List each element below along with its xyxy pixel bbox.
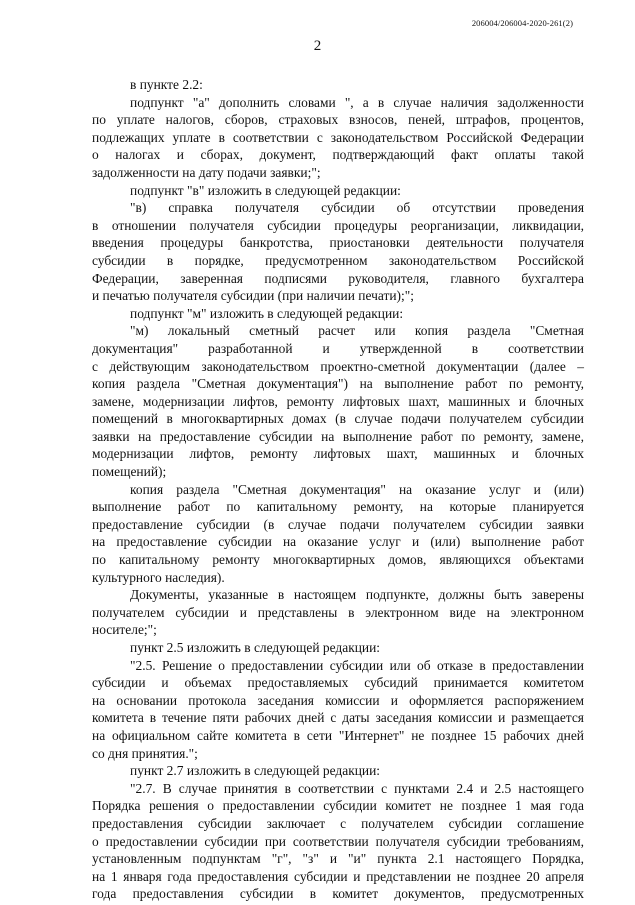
text-line: по капитальному ремонту многоквартирных домов, являющихся объектами bbox=[92, 552, 584, 568]
text-line: со дня принятия."; bbox=[92, 745, 198, 761]
text-line: носителе;"; bbox=[92, 622, 157, 638]
text-line: подлежащих уплате в соответствии с законодательством Российской Федерации bbox=[92, 129, 584, 145]
text-line: в отношении получателя субсидии процедуры реорганизации, ликвидации, bbox=[92, 217, 584, 233]
document-body bbox=[92, 76, 584, 903]
text-line: "в) справка получателя субсидии об отсутствии проведения bbox=[130, 200, 584, 216]
text-line: установленным подпунктам "г", "з" и "и" пункта 2.1 настоящего Порядка, bbox=[92, 851, 584, 867]
text-line: задолженности на дату подачи заявки;"; bbox=[92, 164, 321, 180]
text-line: пункт 2.7 изложить в следующей редакции: bbox=[130, 763, 381, 779]
text-line: и печатью получателя субсидии (при наличии печати);"; bbox=[92, 288, 414, 304]
text-line: предоставление субсидии (в случае подачи получателем субсидии заявки bbox=[92, 516, 584, 532]
text-line: культурного наследия). bbox=[92, 569, 225, 585]
document-id: 206004/206004-2020-261(2) bbox=[471, 18, 573, 28]
text-line: Документы, указанные в настоящем подпункте, должны быть заверены bbox=[130, 587, 584, 603]
text-line: документация" разработанной и утвержденной в соответствии bbox=[92, 340, 584, 356]
text-line: предоставления субсидии заключает с получателем субсидии соглашение bbox=[92, 815, 584, 831]
text-line: заявки на предоставление субсидии на выполнение работ по ремонту, замене, bbox=[92, 428, 584, 444]
text-line: на предоставление субсидии на оказание услуг и (или) выполнение работ bbox=[92, 534, 584, 550]
text-line: "2.7. В случае принятия в соответствии с пунктами 2.4 и 2.5 настоящего bbox=[130, 780, 584, 796]
text-line: подпункт "м" изложить в следующей редакции: bbox=[130, 305, 404, 321]
text-line: Федерации, заверенная подписями руководителя, главного бухгалтера bbox=[92, 270, 584, 286]
text-line: "2.5. Решение о предоставлении субсидии или об отказе в предоставлении bbox=[130, 657, 584, 673]
text-line: о предоставлении субсидии при соответствии получателя субсидии требованиям, bbox=[92, 833, 584, 849]
text-line: пункт 2.5 изложить в следующей редакции: bbox=[130, 640, 381, 655]
text-line: введения процедуры банкротства, приостановки деятельности получателя bbox=[92, 235, 584, 251]
text-line: субсидии в порядке, предусмотренном законодательством Российской bbox=[92, 252, 584, 268]
text-line: на основании протокола заседания комиссии и оформляется распоряжением bbox=[92, 692, 584, 708]
text-line: подпункт "а" дополнить словами ", а в случае наличия задолженности bbox=[130, 94, 584, 110]
text-line: комитета в течение пяти рабочих дней с даты заседания комиссии и размещается bbox=[92, 710, 584, 726]
text-line: замене, модернизации лифтов, ремонту лифтовых шахт, машинных и блочных bbox=[92, 393, 584, 409]
text-line: помещений в многоквартирных домах (в случае подачи получателем субсидии bbox=[92, 411, 584, 427]
text-line: Порядка решения о предоставлении субсидии комитет не позднее 1 мая года bbox=[92, 798, 584, 814]
page-number: 2 bbox=[313, 38, 322, 54]
text-line: "м) локальный сметный расчет или копия раздела "Сметная bbox=[130, 323, 584, 339]
text-line: в пункте 2.2: bbox=[130, 77, 203, 92]
text-line: о налогах и сборах, документ, подтверждающий факт оплаты такой bbox=[92, 147, 584, 163]
text-line: выполнение работ по капитальному ремонту, на которые планируется bbox=[92, 499, 584, 515]
text-line: на 1 января года предоставления субсидии и представлении не позднее 20 апреля bbox=[92, 868, 584, 884]
text-line: копия раздела "Сметная документация") на выполнение работ по ремонту, bbox=[92, 376, 584, 392]
text-line: модернизации лифтов, ремонту лифтовых шахт, машинных и блочных bbox=[92, 446, 584, 462]
text-line: года предоставления субсидии в комитет документов, предусмотренных bbox=[92, 886, 584, 902]
text-line: субсидии и объемах предоставляемых субсидий принимается комитетом bbox=[92, 675, 584, 691]
text-line: на официальном сайте комитета в сети "Интернет" не позднее 15 рабочих дней bbox=[92, 727, 584, 743]
text-line: по уплате налогов, сборов, страховых взносов, пеней, штрафов, процентов, bbox=[92, 112, 584, 128]
text-line: с действующим законодательством проектно-сметной документации (далее – bbox=[92, 358, 584, 374]
text-line: получателем субсидии и представлены в электронном виде на электронном bbox=[92, 604, 584, 620]
text-line: помещений); bbox=[92, 464, 167, 480]
text-line: подпункт "в" изложить в следующей редакции: bbox=[130, 182, 401, 198]
text-line: копия раздела "Сметная документация" на оказание услуг и (или) bbox=[130, 481, 584, 497]
